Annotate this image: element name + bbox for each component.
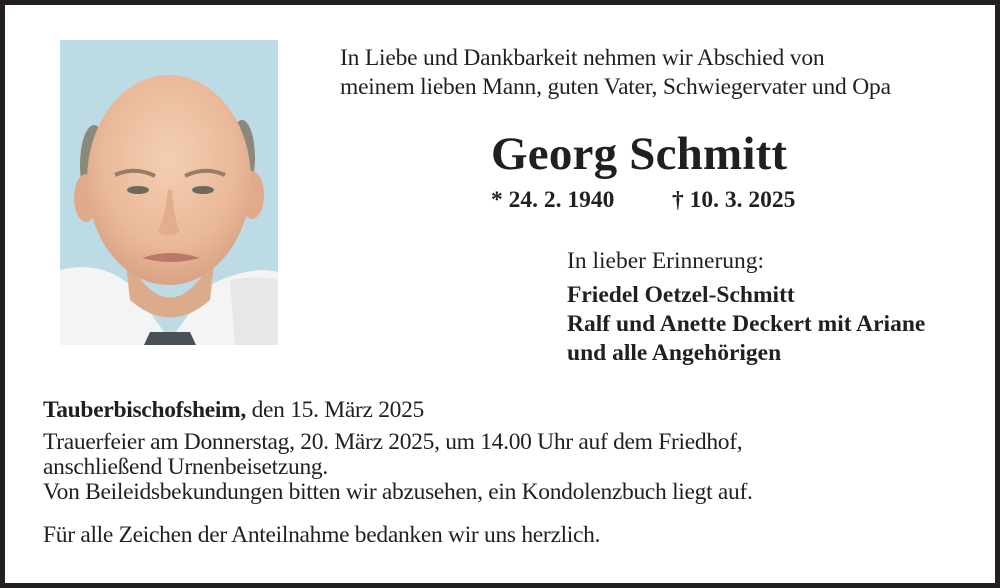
intro-line-1: In Liebe und Dankbarkeit nehmen wir Abschied von xyxy=(340,45,825,71)
place-name: Tauberbischofsheim, xyxy=(43,397,247,423)
mourner-item: Friedel Oetzel-Schmitt xyxy=(567,282,795,308)
deceased-name: Georg Schmitt xyxy=(491,128,788,180)
memory-label: In lieber Erinnerung: xyxy=(567,248,765,274)
birth-date: * 24. 2. 1940 xyxy=(491,187,615,213)
details-line-3: Von Beileidsbekundungen bitten wir abzusehen, ein Kondolenzbuch liegt auf. xyxy=(43,479,753,505)
mourner-item: Ralf und Anette Deckert mit Ariane xyxy=(567,311,926,337)
place-date-line xyxy=(43,396,424,425)
death-date: † 10. 3. 2025 xyxy=(672,187,796,213)
portrait-image xyxy=(60,40,278,345)
mourner-item: und alle Angehörigen xyxy=(567,340,782,366)
notice-date: den 15. März 2025 xyxy=(246,397,425,423)
thanks-text: Für alle Zeichen der Anteilnahme bedanken wir uns herzlich. xyxy=(43,522,601,548)
portrait-photo xyxy=(60,40,278,345)
intro-text xyxy=(340,44,891,102)
ceremony-details xyxy=(43,430,753,505)
intro-line-2: meinem lieben Mann, guten Vater, Schwiegervater und Opa xyxy=(340,74,891,100)
details-line-1: Trauerfeier am Donnerstag, 20. März 2025, um 14.00 Uhr auf dem Friedhof, xyxy=(43,429,743,455)
mourners-list xyxy=(567,281,925,368)
life-dates xyxy=(491,186,796,214)
details-line-2: anschließend Urnenbeisetzung. xyxy=(43,454,328,480)
